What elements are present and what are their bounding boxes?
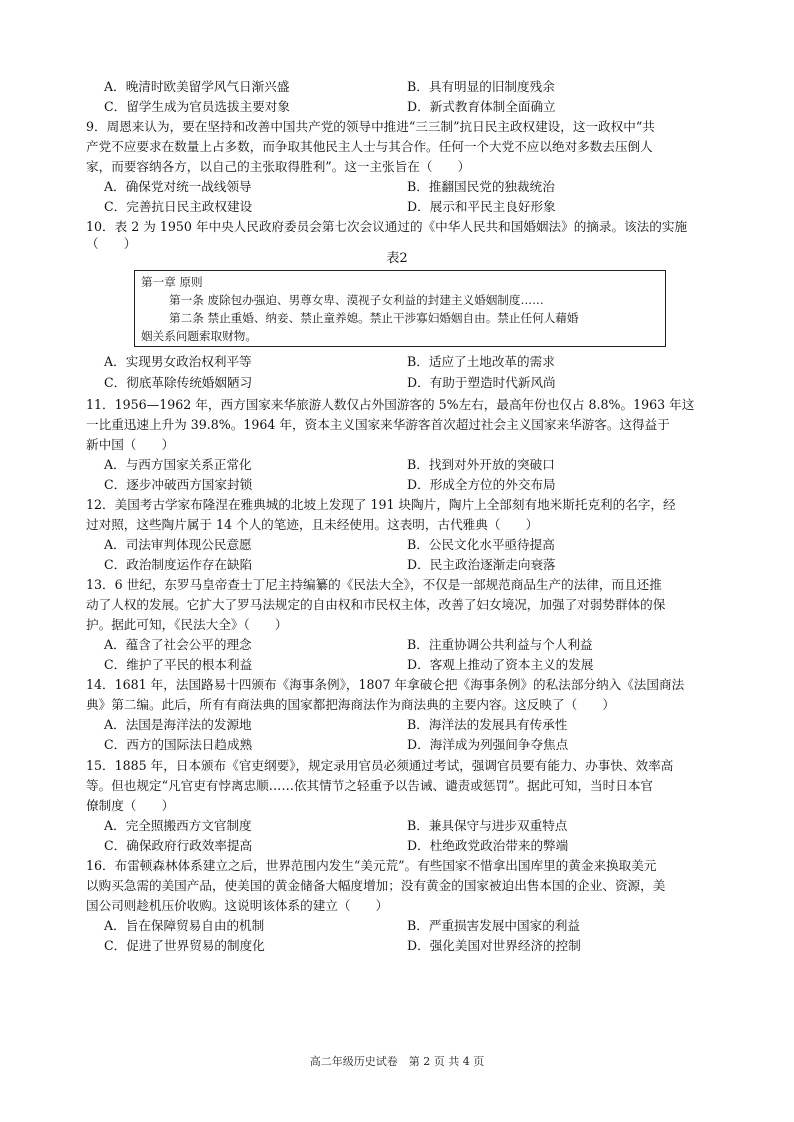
q10-option-d[interactable]: D．有助于塑造时代新风尚 (407, 375, 556, 390)
q12-option-b[interactable]: B．公民文化水平亟待提高 (407, 537, 555, 552)
q16-option-d[interactable]: D．强化美国对世界经济的控制 (407, 938, 581, 953)
q13-option-c[interactable]: C．维护了平民的根本利益 (104, 657, 253, 672)
q10-option-a[interactable]: A．实现男女政治权利平等 (104, 354, 252, 369)
q11-stem-line1: 11．1956—1962 年，西方国家来华旅游人数仅占外国游客的 5%左右，最高年份也仅占 8.8%。1963 年这 (86, 397, 695, 412)
q14-stem-line2: 典》第二编。此后，所有有商法典的国家都把海商法作为商法典的主要内容。这反映了（ ） (86, 697, 615, 712)
q8-option-c[interactable]: C．留学生成为官员选拔主要对象 (104, 99, 290, 114)
table-2-article-2-cont: 姻关系问题索取财物。 (141, 329, 257, 343)
q15-stem-line3: 僚制度（ ） (86, 798, 175, 813)
q14-option-b[interactable]: B．海洋法的发展具有传承性 (407, 717, 568, 732)
q12-stem-line2: 过对照，这些陶片属于 14 个人的笔迹，且未经使用。这表明，古代雅典（ ） (86, 517, 539, 532)
page-footer: 高二年级历史试卷 第 2 页 共 4 页 (309, 1055, 485, 1068)
table-2-box (134, 270, 666, 347)
q9-stem-line1: 9．周恩来认为，要在坚持和改善中国共产党的领导中推进“三三制”抗日民主政权建设，这一政权中“共 (86, 119, 655, 134)
q10-option-b[interactable]: B．适应了土地改革的需求 (407, 354, 555, 369)
table-2-chapter: 第一章 原则 (141, 275, 203, 289)
q9-stem-line3: 家，而要容纳各方，以自己的主张取得胜利”。这一主张旨在（ ） (86, 159, 471, 174)
q16-stem-line3: 国公司则趁机压价收购。这说明该体系的建立（ ） (86, 898, 389, 913)
q9-option-b[interactable]: B．推翻国民党的独裁统治 (407, 179, 555, 194)
q13-stem-line1: 13．6 世纪，东罗马皇帝查士丁尼主持编纂的《民法大全》，不仅是一部规范商品生产的法律，而且还推 (86, 577, 662, 592)
q11-option-d[interactable]: D．形成全方位的外交布局 (407, 477, 556, 492)
q10-option-c[interactable]: C．彻底革除传统婚姻陋习 (104, 375, 253, 390)
q9-option-d[interactable]: D．展示和平民主良好形象 (407, 199, 556, 214)
q8-option-d[interactable]: D．新式教育体制全面确立 (407, 99, 556, 114)
q16-option-c[interactable]: C．促进了世界贸易的制度化 (104, 938, 265, 953)
q11-option-b[interactable]: B．找到对外开放的突破口 (407, 457, 555, 472)
q10-stem-line2: （ ） (86, 236, 137, 251)
q14-option-a[interactable]: A．法国是海洋法的发源地 (104, 717, 252, 732)
q8-option-b[interactable]: B．具有明显的旧制度残余 (407, 79, 555, 94)
q12-stem-line1: 12．美国考古学家布隆涅在雅典城的北坡上发现了 191 块陶片，陶片上全部刻有地米斯托克利的名字，经 (86, 497, 676, 512)
q12-option-a[interactable]: A．司法审判体现公民意愿 (104, 537, 252, 552)
q13-stem-line3: 护。据此可知，《民法大全》（ ） (86, 617, 288, 632)
q15-option-c[interactable]: C．确保政府行政效率提高 (104, 838, 253, 853)
q11-stem-line3: 新中国（ ） (86, 437, 175, 452)
table-2-article-2: 第二条 禁止重婚、纳妾、禁止童养媳。禁止干涉寡妇婚姻自由。禁止任何人藉婚 (169, 311, 579, 325)
q9-option-c[interactable]: C．完善抗日民主政权建设 (104, 199, 253, 214)
q13-option-d[interactable]: D．客观上推动了资本主义的发展 (407, 657, 594, 672)
q11-stem-line2: 一比重迅速上升为 39.8%。1964 年，资本主义国家来华游客首次超过社会主义国家来华游客。这得益于 (86, 417, 670, 432)
q16-stem-line2: 以购买急需的美国产品，使美国的黄金储备大幅度增加；没有黄金的国家被迫出售本国的企业、资源，美 (86, 878, 666, 893)
q16-stem-line1: 16．布雷顿森林体系建立之后，世界范围内发生“美元荒”。有些国家不惜拿出国库里的黄金来换取美元 (86, 858, 657, 873)
q15-option-a[interactable]: A．完全照搬西方文官制度 (104, 818, 252, 833)
q13-option-a[interactable]: A．蕴含了社会公平的理念 (104, 637, 252, 652)
q8-option-a[interactable]: A．晚清时欧美留学风气日渐兴盛 (104, 79, 290, 94)
q12-option-c[interactable]: C．政治制度运作存在缺陷 (104, 557, 253, 572)
q12-option-d[interactable]: D．民主政治逐渐走向衰落 (407, 557, 556, 572)
q11-option-a[interactable]: A．与西方国家关系正常化 (104, 457, 252, 472)
q14-option-d[interactable]: D．海洋成为列强间争夺焦点 (407, 737, 569, 752)
q16-option-a[interactable]: A．旨在保障贸易自由的机制 (104, 918, 265, 933)
q15-option-d[interactable]: D．杜绝政党政治带来的弊端 (407, 838, 569, 853)
table-2-article-1: 第一条 废除包办强迫、男尊女卑、漠视子女利益的封建主义婚姻制度…… (169, 293, 544, 307)
q16-option-b[interactable]: B．严重损害发展中国家的利益 (407, 918, 580, 933)
q14-option-c[interactable]: C．西方的国际法日趋成熟 (104, 737, 253, 752)
q13-stem-line2: 动了人权的发展。它扩大了罗马法规定的自由权和市民权主体，改善了妇女境况，加强了对弱势群体的保 (86, 597, 666, 612)
q11-option-c[interactable]: C．逐步冲破西方国家封锁 (104, 477, 253, 492)
q10-stem-line1: 10．表 2 为 1950 年中央人民政府委员会第七次会议通过的《中华人民共和国婚姻法》的摘录。该法的实施 (86, 219, 688, 234)
q14-stem-line1: 14．1681 年，法国路易十四颁布《海事条例》，1807 年拿破仑把《海事条例》的私法部分纳入《法国商法 (86, 677, 685, 692)
q15-option-b[interactable]: B．兼具保守与进步双重特点 (407, 818, 568, 833)
q15-stem-line2: 等。但也规定“凡官吏有悖离忠顺……依其情节之轻重予以告诫、谴责或惩罚”。据此可知，当时日本官 (86, 778, 654, 793)
q15-stem-line1: 15．1885 年，日本颁布《官吏纲要》，规定录用官员必须通过考试，强调官员要有能力、办事快、效率高 (86, 758, 674, 773)
q13-option-b[interactable]: B．注重协调公共利益与个人利益 (407, 637, 593, 652)
q9-option-a[interactable]: A．确保党对统一战线领导 (104, 179, 252, 194)
table-2-title: 表2 (386, 251, 408, 266)
q9-stem-line2: 产党不应要求在数量上占多数，而争取其他民主人士与其合作。任何一个大党不应以绝对多数去压倒人 (86, 139, 653, 154)
